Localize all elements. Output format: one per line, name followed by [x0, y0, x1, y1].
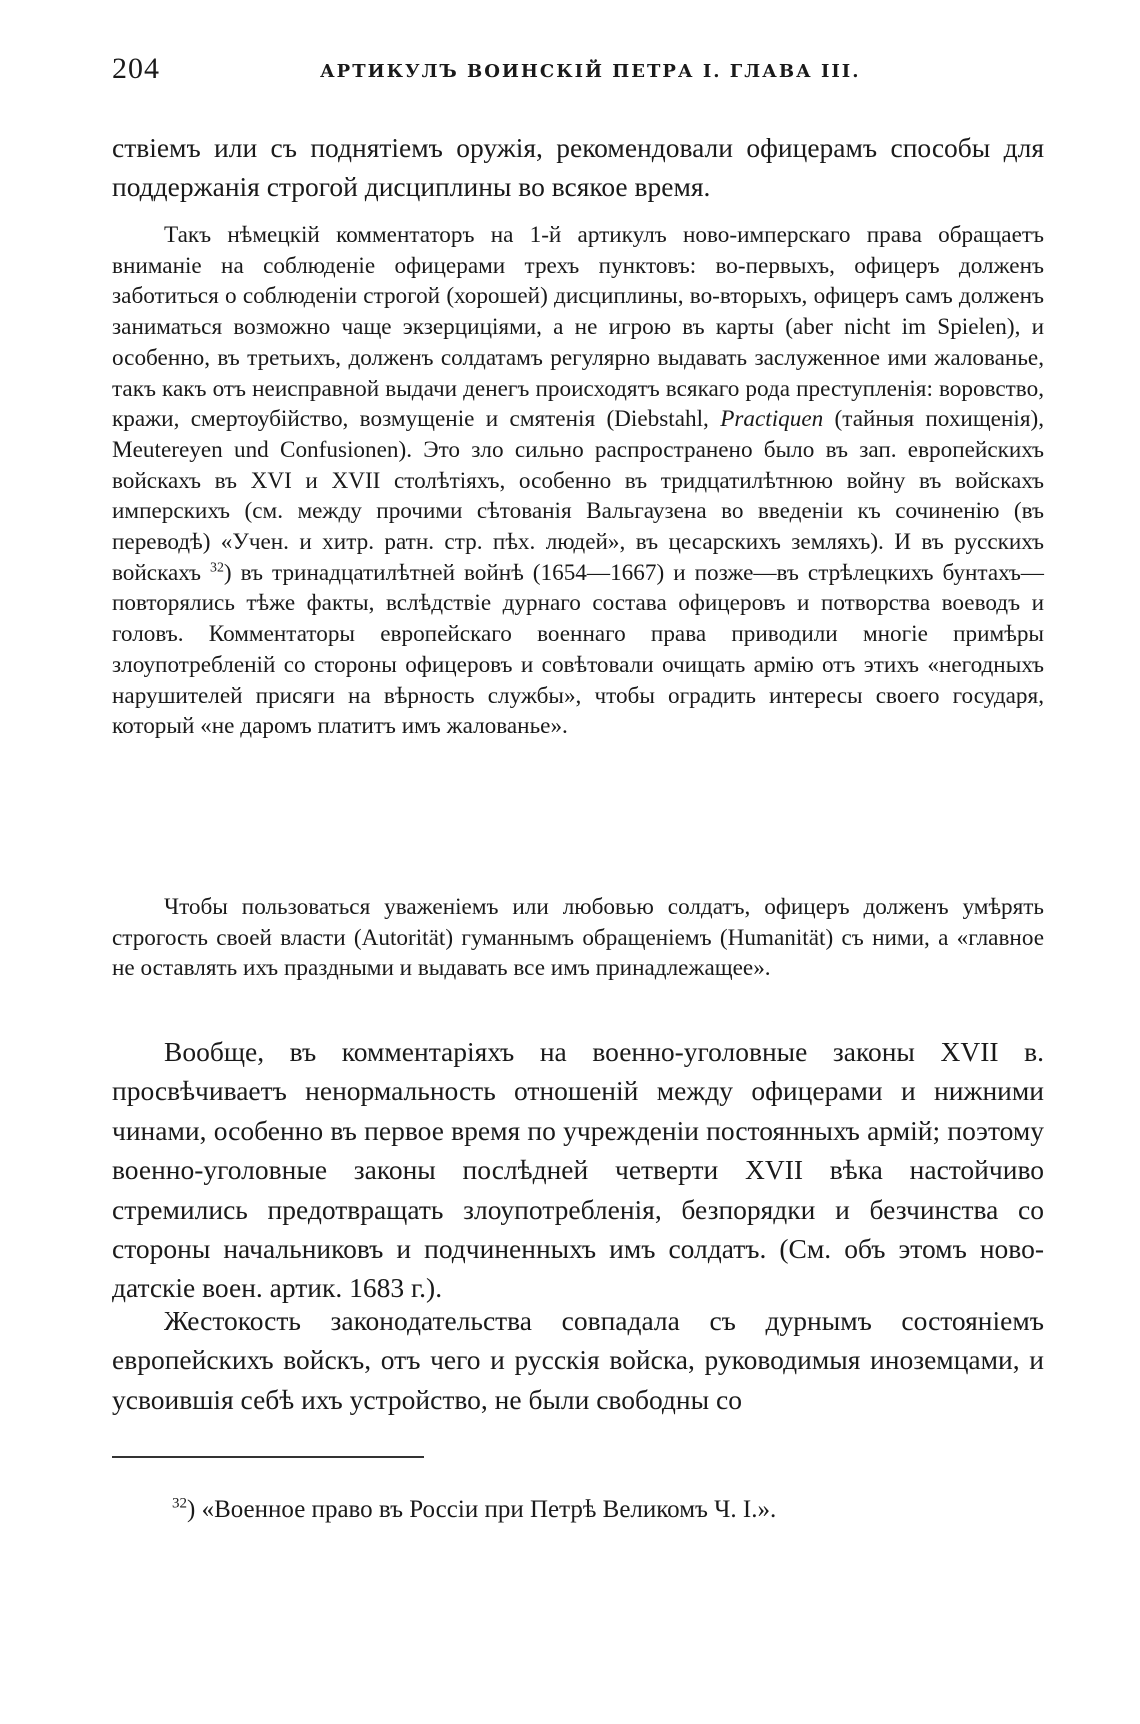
paragraph-officer-respect	[112, 892, 1044, 984]
commentary-text-part-a: Такъ нѣмецкій комментаторъ на 1-й артикулъ ново-имперскаго права обращаетъ вниманіе на соблюденіе офицерами трехъ пунктовъ: во-первыхъ, офицеръ долженъ заботиться о соблюденіи строгой (хорошей) дисциплины, во-вторыхъ, офицеръ самъ долженъ заниматься возможно чаще экзерциціями, а не игрою въ карты (aber nicht im Spielen), и особенно, въ третьихъ, долженъ солдатамъ регулярно выдавать заслуженное ими жалованье, такъ какъ отъ неисправной выдачи денегъ происходятъ всякаго рода преступленія: воровство, кражи, смертоубійство, возмущеніе и смятенія (Diebstahl,	[112, 222, 1044, 433]
paragraph-text: Вообще, въ комментаріяхъ на военно-уголовные законы XVII в. просвѣчиваетъ ненормальность отношеній между офицерами и нижними чинами, особенно въ первое время по учрежденіи постоянныхъ армій; поэтому военно-уголовные законы послѣдней четверти XVII вѣка настойчиво стремились предотвращать злоупотребленія, безпорядки и безчинства со стороны начальниковъ и подчиненныхъ имъ солдатъ. (См. объ этомъ ново-датскіе воен. артик. 1683 г.).	[112, 1036, 1044, 1304]
commentary-text-part-b: (тайныя похищенія), Meutereyen und Confusionen). Это зло сильно распространено было въ зап. европейскихъ войскахъ въ XVI и XVII столѣтіяхъ, особенно въ тридцатилѣтнюю войну въ войскахъ имперскихъ (см. между прочими сѣтованія Вальгаузена во введеніи къ сочиненію (въ переводѣ) «Учен. и хитр. ратн. стр. пѣх. людей», въ цесарскихъ земляхъ). И въ русскихъ войскахъ	[112, 406, 1044, 586]
footnote-reference: 32	[210, 560, 224, 575]
page-number: 204	[112, 52, 160, 85]
paragraph-text: ствіемъ или съ поднятіемъ оружія, рекомендовали офицерамъ способы для поддержанія строгой дисциплины во всякое время.	[112, 132, 1044, 203]
paragraph-commentary	[112, 220, 1044, 742]
commentary-text-part-c: ) въ тринадцатилѣтней войнѣ (1654—1667) и позже—въ стрѣлецкихъ бунтахъ—повторялись тѣже факты, вслѣдствіе дурнаго состава офицеровъ и потворства воеводъ и головъ. Комментаторы европейскаго военнаго права приводили многіе примѣры злоупотребленій со стороны офицеровъ и совѣтовали очищать армію отъ этихъ «негодныхъ нарушителей присяги на вѣрность службы», чтобы оградить интересы своего государя, который «не даромъ платитъ имъ жалованье».	[112, 559, 1044, 740]
paragraph-continuation	[112, 128, 1044, 207]
footnote-marker: 32	[172, 1495, 187, 1512]
paragraph-generally	[112, 1032, 1044, 1308]
italic-term: Practiquen	[720, 406, 824, 433]
running-head: АРТИКУЛЪ ВОИНСКІЙ ПЕТРА I. ГЛАВА III.	[320, 61, 861, 82]
commentary-text	[112, 220, 1044, 742]
paragraph-text: Жестокость законодательства совпадала съ дурнымъ состояніемъ европейскихъ войскъ, отъ чего и русскія войска, руководимыя иноземцами, и усвоившія себѣ ихъ устройство, не были свободны со	[112, 1305, 1044, 1415]
page-header	[112, 52, 1052, 92]
footnote-divider	[112, 1456, 424, 1458]
paragraph-cruelty	[112, 1301, 1044, 1419]
footnote-text: ) «Военное право въ Россіи при Петрѣ Великомъ Ч. I.».	[187, 1496, 777, 1523]
paragraph-text: Чтобы пользоваться уваженіемъ или любовью солдатъ, офицеръ долженъ умѣрять строгость своей власти (Autorität) гуманнымъ обращеніемъ (Humanität) съ ними, а «главное не оставлять ихъ праздными и выдавать все имъ принадлежащее».	[112, 894, 1044, 982]
footnote	[172, 1496, 776, 1524]
